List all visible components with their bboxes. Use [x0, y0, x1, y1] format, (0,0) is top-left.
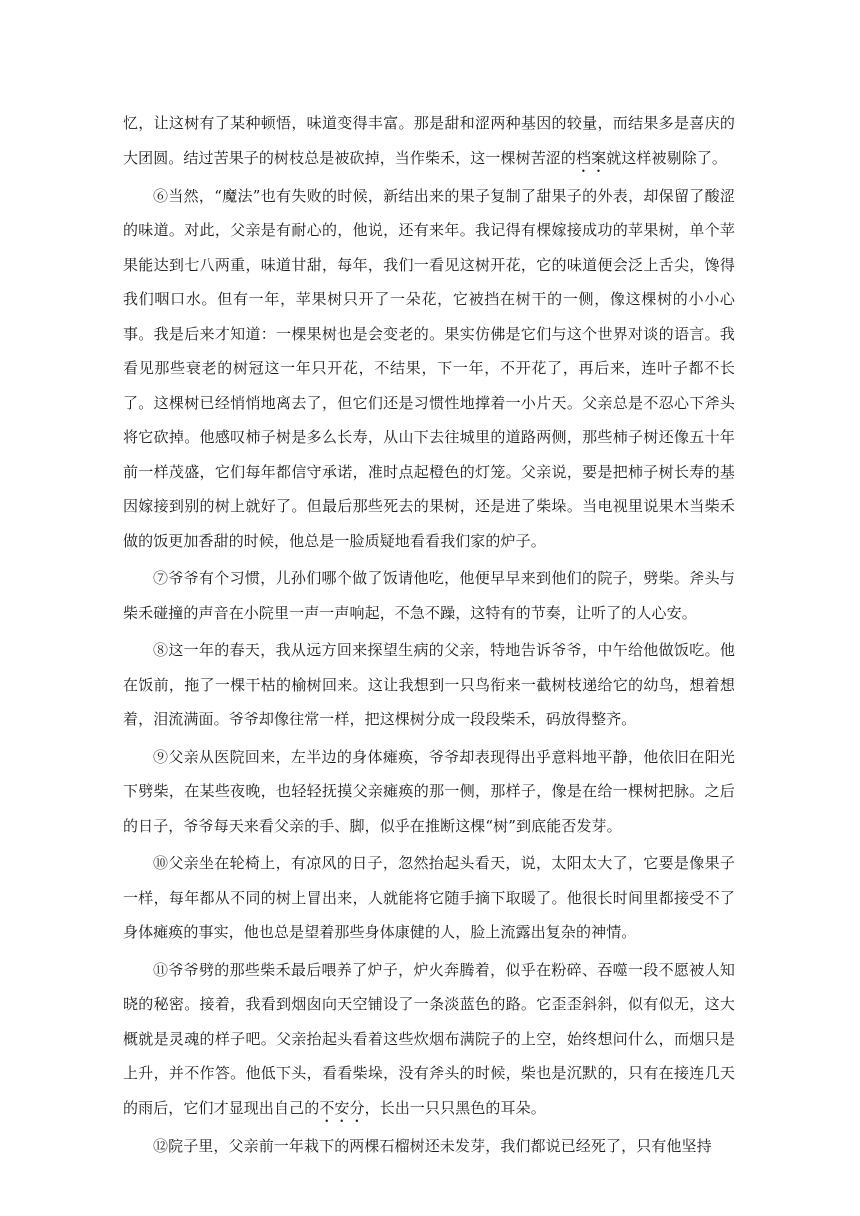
paragraph-text: ⑧这一年的春天，我从远方回来探望生病的父亲，特地告诉爷爷，中午给他做饭吃。他在饭前，拖了一棵干枯的榆树回来。这让我想到一只鸟衔来一截树枝递给它的幼鸟，想着想着，泪流满面。爷爷却像往常一样，把这棵树分成一段段柴禾，码放得整齐。 [123, 641, 735, 728]
paragraph-text: ⑥当然，“魔法”也有失败的时候，新结出来的果子复制了甜果子的外表，却保留了酸涩的味道。对此，父亲是有耐心的，他说，还有来年。我记得有棵嫁接成功的苹果树，单个苹果能达到七八两重，味道甘甜，每年，我们一看见这树开花，它的味道便会泛上舌尖，馋得我们咽口水。但有一年，苹果树只开了一朵花，它被挡在树干的一侧，像这棵树的小小心事。我是后来才知道：一棵果树也是会变老的。果实仿佛是它们与这个世界对谈的语言。我看见那些衰老的树冠这一年只开花，不结果，下一年，不开花了，再后来，连叶子都不长了。这棵树已经悄悄地离去了，但它们还是习惯性地撑着一小片天。父亲总是不忍心下斧头将它砍掉。他感叹柿子树是多么长寿，从山下去往城里的道路两侧，那些柿子树还像五十年前一样茂盛，它们每年都信守承诺，准时点起橙色的灯笼。父亲说，要是把柿子树长寿的基因嫁接到别的树上就好了。但最后那些死去的果树，还是进了柴垛。当电视里说果木当柴禾做的饭更加香甜的时候，他总是一脸质疑地看看我们家的炉子。 [123, 186, 735, 550]
paragraph-p6 [123, 179, 735, 559]
paragraph-text: ⑨父亲从医院回来，左半边的身体瘫痪，爷爷却表现得出乎意料地平静，他依旧在阳光下劈柴，在某些夜晚，也轻轻抚摸父亲瘫痪的那一侧，那样子，像是在给一棵树把脉。之后的日子，爷爷每天来看父亲的手、脚，似乎在推断这棵“树”到底能否发芽。 [123, 747, 735, 835]
paragraph-text: 忆，让这树有了某种顿悟，味道变得丰富。那是甜和涩两种基因的较量，而结果多是喜庆的大团圆。结过苦果子的树枝总是被砍掉，当作柴禾，这一棵树苦涩的 [123, 114, 735, 167]
paragraph-p7 [123, 561, 735, 630]
emphasized-text: 不安分 [319, 1098, 365, 1117]
paragraph-text: ⑫院子里，父亲前一年栽下的两棵石榴树还未发芽，我们都说已经死了，只有他坚持 [153, 1136, 712, 1155]
paragraph-p12-head [123, 1129, 735, 1164]
emphasized-text: 档案 [576, 148, 607, 167]
paragraph-p8 [123, 633, 735, 737]
paragraph-p11 [123, 953, 735, 1126]
paragraph-p5-tail [123, 106, 735, 176]
paragraph-p10 [123, 846, 735, 950]
paragraph-p9 [123, 740, 735, 844]
paragraph-text: ，长出一只只黑色的耳朵。 [364, 1098, 546, 1117]
paragraph-text: 就这样被剔除了。 [606, 148, 728, 167]
paragraph-text: ⑩父亲坐在轮椅上，有凉风的日子，忽然抬起头看天，说，太阳太大了，它要是像果子一样，每年都从不同的树上冒出来，人就能将它随手摘下取暖了。他很长时间里都接受不了身体瘫痪的事实，他也总是望着那些身体康健的人，脸上流露出复杂的神情。 [123, 854, 735, 941]
paragraph-text: ⑦爷爷有个习惯，儿孙们哪个做了饭请他吃，他便早早来到他们的院子，劈柴。斧头与柴禾碰撞的声音在小院里一声一声响起，不急不躁，这特有的节奏，让听了的人心安。 [123, 569, 735, 622]
article-body [123, 106, 735, 1166]
paragraph-text: ⑪爷爷劈的那些柴禾最后喂养了炉子，炉火奔腾着，似乎在粉碎、吞噬一段不愿被人知晓的秘密。接着，我看到烟囱向天空铺设了一条淡蓝色的路。它歪歪斜斜，似有似无，这大概就是灵魂的样子吧。父亲抬起头看着这些炊烟布满院子的上空，始终想问什么，而烟只是上升，并不作答。他低下头，看看柴垛，没有斧头的时候，柴也是沉默的，只有在接连几天的雨后，它们才显现出自己的 [123, 960, 735, 1117]
